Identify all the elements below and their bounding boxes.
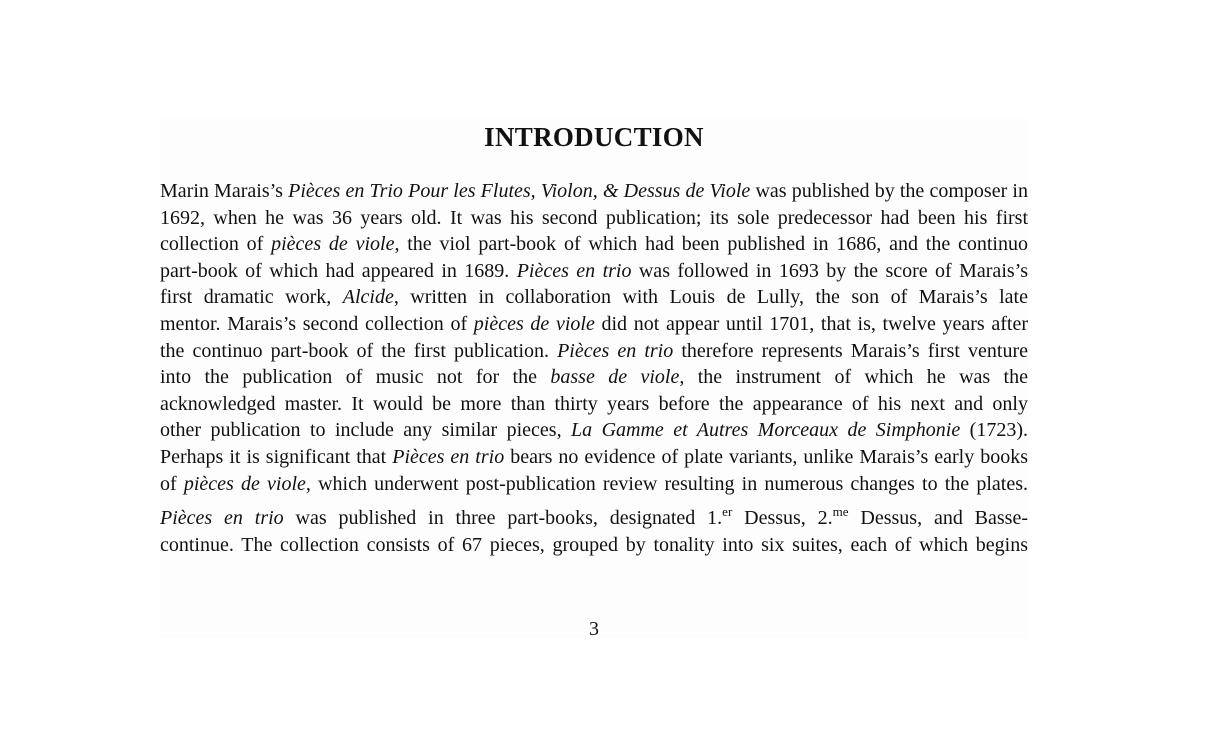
page-number: 3 (589, 618, 599, 640)
italic-title: La Gamme et Autres Morceaux de Simphonie (571, 419, 961, 442)
text-run: bears no evidence of plate variants, unlike Marais’s early books (504, 445, 1028, 468)
text-line (160, 505, 1028, 532)
text-run: , written in collaboration with Louis de Lully, the son of Marais’s late (393, 286, 1028, 309)
paragraph-1 (160, 178, 1028, 497)
text-run: the continuo part-book of the first publication. (160, 339, 558, 362)
text-run: other publication to include any similar pieces, (160, 419, 572, 442)
text-run: Perhaps it is significant that (160, 445, 393, 468)
text-run: Dessus, 2. (732, 507, 833, 529)
text-line (160, 338, 1028, 365)
text-block (160, 118, 1028, 638)
italic-title: pièces de viole (473, 312, 595, 335)
text-run: 1692, when he was 36 years old. It was his second publication; its sole predecessor had been his first (160, 206, 1028, 229)
paragraph-2 (160, 505, 1028, 558)
text-run: Marin Marais’s (160, 180, 289, 202)
text-run: collection of (160, 233, 272, 256)
text-run: was published in three part-books, designated 1. (283, 507, 723, 529)
text-line (160, 284, 1028, 311)
text-run: therefore represents Marais’s first venture (673, 339, 1028, 362)
superscript-text: me (832, 505, 849, 519)
text-run: Dessus, and Basse- (848, 507, 1028, 529)
text-run: was followed in 1693 by the score of Marais’s (631, 259, 1028, 282)
italic-title: Pièces en trio (392, 445, 505, 468)
italic-title: pièces de viole (183, 472, 306, 495)
text-run: (1723). (960, 419, 1028, 442)
text-line (160, 391, 1028, 418)
text-run: , the instrument of which he was the (679, 366, 1028, 389)
italic-title: Pièces en trio (557, 339, 674, 362)
text-run: first dramatic work, (160, 286, 343, 309)
text-run: of (160, 472, 184, 495)
text-line (160, 471, 1028, 498)
text-line (160, 532, 1028, 559)
text-line (160, 231, 1028, 258)
italic-title: basse de viole (550, 366, 680, 389)
text-run: mentor. Marais’s second collection of (160, 312, 474, 335)
text-run: acknowledged master. It would be more than thirty years before the appearance of his next and only (160, 392, 1028, 415)
text-line (160, 444, 1028, 471)
superscript-text: er (722, 505, 733, 519)
italic-title: pièces de viole (271, 233, 395, 256)
text-run: , which underwent post-publication review resulting in numerous changes to the plates. (305, 472, 1028, 495)
text-run: was published by the composer in (750, 180, 1028, 202)
italic-title: Pièces en trio (160, 507, 284, 529)
text-run: , the viol part-book of which had been published in 1686, and the continuo (394, 233, 1028, 256)
text-run: part-book of which had appeared in 1689. (160, 259, 517, 282)
text-line (160, 178, 1028, 205)
text-line (160, 311, 1028, 338)
text-line (160, 364, 1028, 391)
text-run: continue. The collection consists of 67 pieces, grouped by tonality into six suites, each of which begins (160, 533, 1028, 556)
italic-title: Pièces en Trio Pour les Flutes, Violon, & Dessus de Viole (288, 180, 751, 202)
italic-title: Pièces en trio (516, 259, 632, 282)
page-title: INTRODUCTION (484, 122, 704, 152)
text-line (160, 205, 1028, 232)
text-run: into the publication of music not for the (160, 366, 551, 389)
text-line (160, 258, 1028, 285)
text-run: did not appear until 1701, that is, twelve years after (594, 312, 1028, 335)
italic-title: Alcide (342, 286, 394, 309)
text-line (160, 417, 1028, 444)
